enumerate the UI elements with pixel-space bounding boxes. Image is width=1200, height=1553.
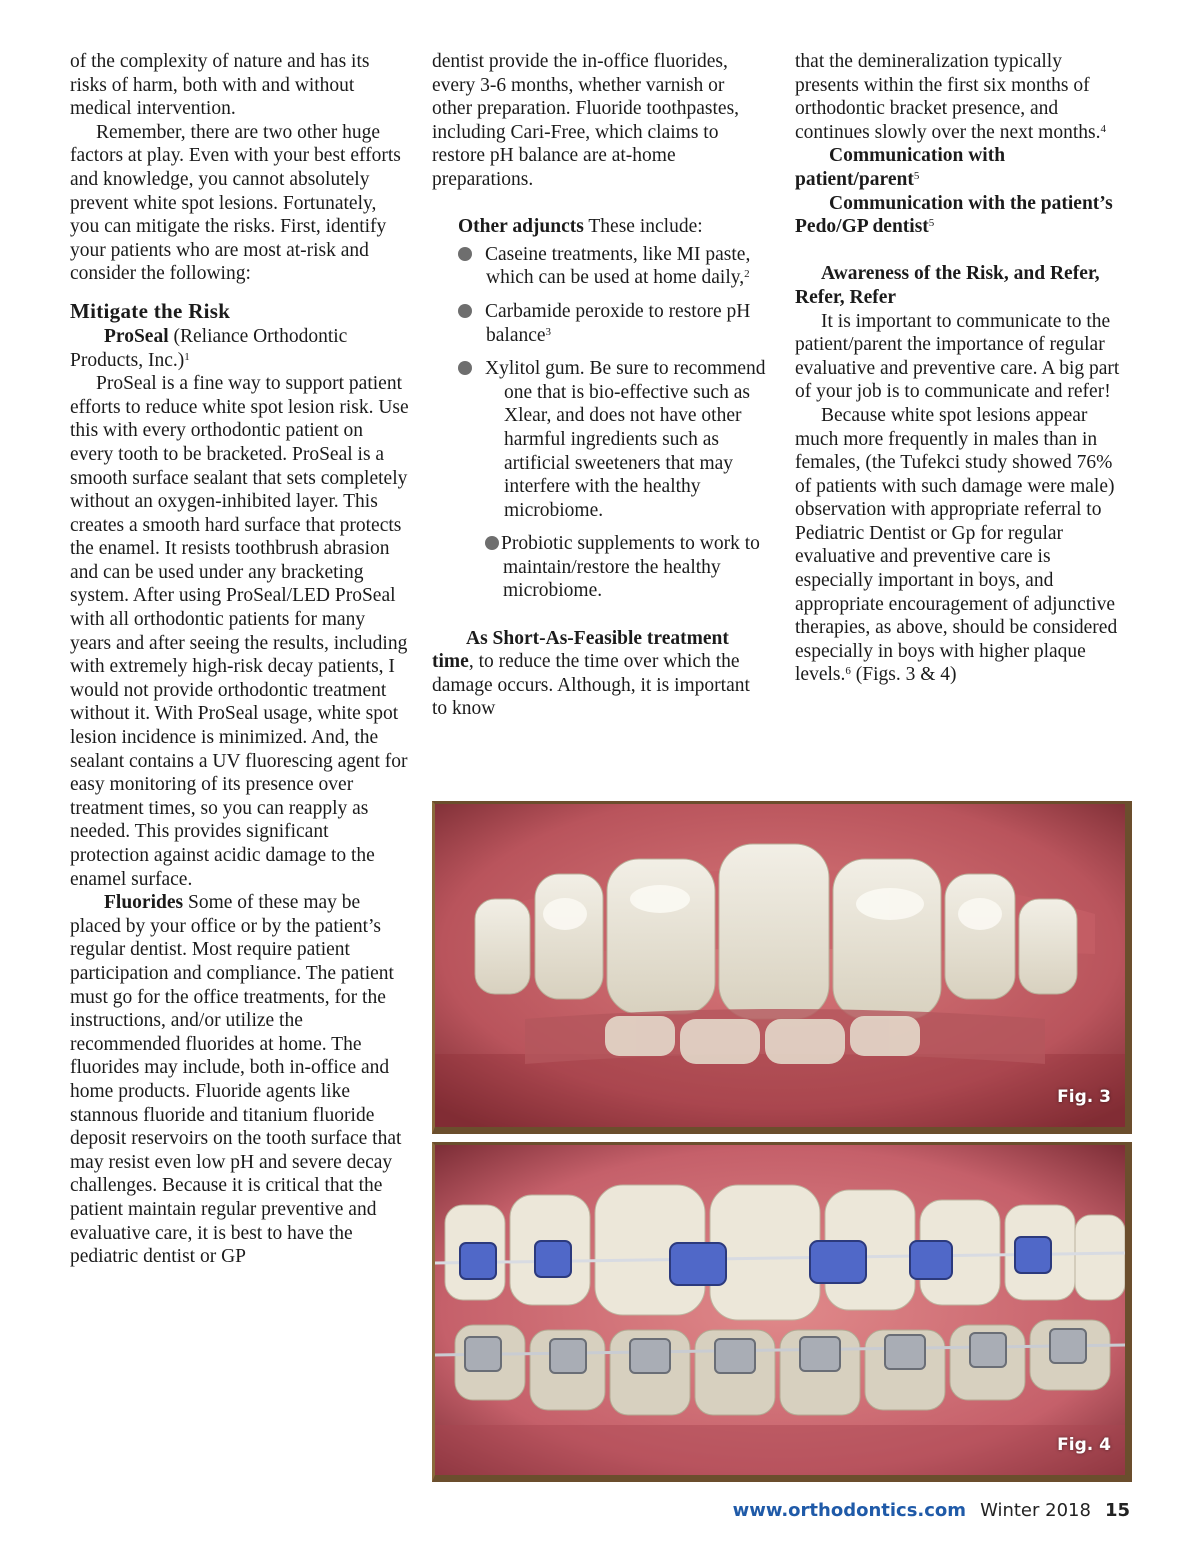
footnote-ref: 1: [184, 350, 190, 363]
bullet-icon: [458, 304, 472, 318]
subheading: [795, 144, 1130, 191]
footnote-ref: 3: [545, 325, 552, 338]
figure-label: Fig. 3: [1057, 1087, 1111, 1107]
proseal-title: ProSeal: [104, 325, 169, 347]
paragraph: of the complexity of nature and has its risks of harm, both with and without medical intervention.: [70, 51, 370, 120]
list-item: [432, 300, 767, 347]
paragraph: [70, 891, 410, 1269]
paragraph: Remember, there are two other huge factors at play. Even with your best efforts and knowledge, you cannot absolutely prevent white spot lesions. Fortunately, you can mitigate the risks. First, identify your patients who are most at-risk and consider the following:: [70, 121, 401, 285]
footnote-ref: 2: [744, 268, 750, 281]
treatment-time-text: , to reduce the time over which the damage occurs. Although, it is important to know: [432, 651, 750, 720]
paragraph: dentist provide the in-office fluorides, every 3-6 months, whether varnish or other preparation. Fluoride toothpastes, including Cari-Free, which claims to restore pH balance are at-home preparations.: [432, 51, 740, 190]
paragraph: [795, 50, 1130, 144]
section-heading: Mitigate the Risk: [70, 298, 231, 323]
bullet-icon: [485, 536, 499, 550]
column-1: [70, 50, 410, 1269]
issue-label: Winter 2018: [980, 1500, 1091, 1521]
footnote-ref: 4: [1100, 122, 1106, 135]
list-item: [432, 532, 767, 603]
column-3: [795, 50, 1130, 687]
paragraph: ProSeal is a fine way to support patient efforts to reduce white spot lesion risk. Use this with every orthodontic patient on every tooth to be bracketed. ProSeal is a smooth surface sealant that sets completely without an oxygen-inhibited layer. This creates a smooth hard surface that protects the enamel. It resists toothbrush abrasion and can be used under any bracketing system. After using ProSeal/LED ProSeal with all orthodontic patients for many years and after seeing the results, including with extremely high-risk decay patients, I would not provide orthodontic treatment without it. With ProSeal usage, white spot lesion incidence is minimized. And, the sealant contains a UV fluorescing agent for easy monitoring of its presence over treatment times, so you can reapply as needed. This provides significant protection against acidic damage to the enamel surface.: [70, 373, 409, 890]
paragraph: [432, 215, 767, 239]
awareness-heading: Awareness of the Risk, and Refer, Refer, Refer: [795, 263, 1100, 308]
treatment-time-title: As Short-As-Feasible treatment time: [432, 627, 729, 673]
page-footer: [733, 1500, 1130, 1521]
communication-dentist-heading: Communication with the patient’s Pedo/GP dentist: [795, 192, 1113, 238]
braces-photo-graphic: [435, 1145, 1125, 1475]
figure-label: Fig. 4: [1057, 1435, 1111, 1455]
figure-3-photo: [432, 801, 1132, 1134]
list-item-text: Carbamide peroxide to restore pH balance: [485, 300, 751, 346]
column-2: [432, 50, 767, 721]
footnote-ref: 6: [845, 665, 851, 678]
subheading: [795, 262, 1130, 309]
paragraph-text: Because white spot lesions appear much more frequently in males than in females, (the Tufekci study showed 76% of patients with such damage were male) observation with appropriate referral to Pediatric Dentist or Gp for regular evaluative and preventive care is especially important in boys, and appropriate encouragement of adjunctive therapies, as above, should be considered especially in boys with higher plaque levels.: [795, 404, 1118, 686]
fluorides-title: Fluorides: [104, 892, 184, 914]
paragraph: [795, 404, 1130, 687]
footnote-ref: 5: [928, 217, 935, 230]
adjuncts-text: These include:: [588, 216, 703, 238]
list-item-text: Caseine treatments, like MI paste, which can be used at home daily,: [485, 243, 751, 289]
proseal-source: (Reliance Orthodontic Products, Inc.): [70, 325, 348, 371]
subheading: [795, 192, 1130, 239]
figure-reference: (Figs. 3 & 4): [855, 664, 957, 686]
teeth-photo-graphic: [435, 804, 1125, 1127]
list-item: [432, 243, 767, 290]
paragraph: It is important to communicate to the patient/parent the importance of regular evaluative and preventive care. A big part of your job is to communicate and refer!: [795, 310, 1120, 403]
communication-patient-heading: Communication with patient/parent: [795, 145, 1006, 190]
list-item-text: Xylitol gum. Be sure to recommend one that is bio-effective such as Xlear, and does not have other harmful ingredients such as artificial sweeteners that may interfere with the healthy microbiome.: [485, 358, 766, 521]
paragraph: [70, 325, 410, 372]
adjuncts-title: Other adjuncts: [458, 216, 584, 238]
website-link[interactable]: www.orthodontics.com: [732, 1500, 967, 1521]
paragraph-text: that the demineralization typically presents within the first six months of orthodontic bracket presence, and continues slowly over the next months.: [795, 51, 1101, 143]
list-item-text: Probiotic supplements to work to maintain/restore the healthy microbiome.: [501, 533, 760, 602]
fluorides-text: Some of these may be placed by your office or by the patient’s regular dentist. Most require patient participation and compliance. The patient must go for the office treatments, for the instructions, and/or utilize the recommended fluorides at home. The fluorides may include, both in-office and home products. Fluoride agents like stannous fluoride and titanium fluoride deposit reservoirs on the tooth surface that may resist even low pH and severe decay challenges. Because it is critical that the patient maintain regular preventive and evaluative care, it is best to have the pediatric dentist or GP: [70, 892, 402, 1268]
paragraph: [432, 627, 767, 721]
bullet-icon: [458, 247, 472, 261]
list-item: [432, 357, 767, 522]
figure-4-photo: [432, 1142, 1132, 1482]
page-number: 15: [1104, 1500, 1130, 1521]
bullet-icon: [458, 361, 472, 375]
footnote-ref: 5: [913, 169, 920, 182]
